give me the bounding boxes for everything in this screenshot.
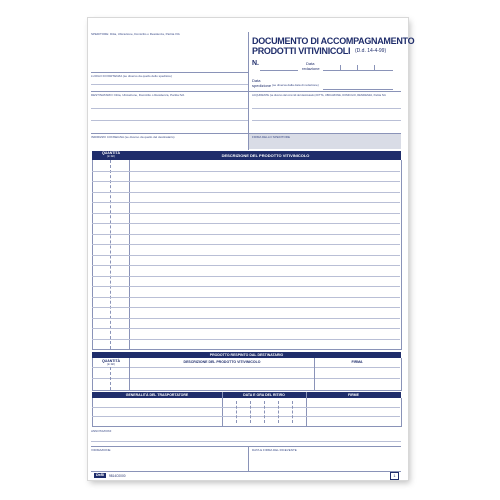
table-row-line — [92, 276, 400, 277]
date-redazione-label2: redazione — [302, 66, 320, 71]
document-title-line1: DOCUMENTO DI ACCOMPAGNAMENTO — [252, 36, 415, 46]
table-row-line — [92, 255, 400, 256]
transport-generalita: GENERALITÀ DEL TRASPORTATORE — [125, 393, 189, 397]
rejected-qty-header: QUANTITÀ — [101, 359, 121, 363]
form-sheet — [88, 18, 415, 480]
shipping-date-note: (se diversa dalla data di redazione) — [272, 83, 319, 87]
qty-sub: (in litri) — [107, 155, 115, 158]
destinatario-label: DESTINATARIO: Ditta, Ubicazione, Domicilio o Residenza, Partita IVA — [91, 93, 185, 97]
transport-firme: FIRME — [348, 393, 359, 397]
date-redazione-field[interactable] — [323, 70, 393, 71]
firma-destinatario-label: DATA E FIRMA DEL RICEVENTE — [252, 448, 297, 452]
page-number: 1 — [390, 472, 399, 480]
desc-header: DESCRIZIONE DEL PRODOTTO VITIVINICOLO — [221, 153, 310, 158]
brand-logo: DeBi — [94, 473, 106, 478]
table-row-line — [92, 234, 400, 235]
rejected-desc-header: DESCRIZIONE DEL PRODOTTO VITIVINICOLO — [183, 360, 261, 364]
table-row-line — [92, 328, 400, 329]
product-code: 9814C0000 — [109, 474, 126, 478]
date-redazione-label: Data — [306, 61, 315, 66]
number-label: N. — [252, 60, 259, 67]
vidimazione-label: VIDIMAZIONE — [91, 448, 111, 452]
shipping-date-label2: spedizione — [252, 83, 272, 88]
table-row-line — [92, 171, 400, 172]
table-row-line — [92, 339, 400, 340]
table-row-line — [92, 318, 400, 319]
table-row-line — [92, 213, 400, 214]
divider — [91, 91, 401, 92]
annotazioni-label: ANNOTAZIONI — [91, 429, 112, 433]
decree-reference: (D.d. 14-4-99) — [355, 48, 387, 54]
table-row-line — [92, 244, 400, 245]
rejected-qty-sub: (in litri) — [107, 363, 115, 366]
table-row-line — [92, 307, 400, 308]
transport-data-ora: DATA E ORA DEL RITIRO — [243, 393, 285, 397]
shipping-date-label: Data — [252, 78, 261, 83]
divider — [91, 471, 401, 472]
divider — [91, 72, 248, 73]
qty-header: QUANTITÀ — [101, 151, 121, 155]
shipping-date-field[interactable] — [323, 89, 393, 90]
luogo-partenza-label: LUOGO DI PARTENZA (se diverso da quello dello speditore) — [91, 74, 172, 78]
table-row-line — [92, 181, 400, 182]
table-row-line — [92, 192, 400, 193]
indirizzo-consegna-label: INDIRIZZO CONSEGNA (se diverso da quello del destinatario) — [91, 135, 175, 139]
table-row-line — [92, 286, 400, 287]
table-row-line — [92, 297, 400, 298]
speditore-label: SPEDITORE: Ditta, Ubicazione, Domicilio o Residenza, Partita IVA — [91, 32, 180, 36]
document-title-line2: PRODOTTI VITIVINICOLI — [252, 46, 351, 56]
divider — [91, 446, 401, 447]
rejected-firma-header: FIRMA — [351, 360, 363, 364]
number-field[interactable] — [260, 70, 298, 71]
table-row-line — [92, 223, 400, 224]
table-row-line — [92, 265, 400, 266]
acquirente-label: ACQUIRENTE (se diverso dal committ del destinatario) DITTA, UBICAZIONE, DOMICILIO, RESIDENZA, Partita IVA — [252, 94, 386, 97]
rejected-band-title: PRODOTTO RESPINTO DAL DESTINATARIO — [209, 353, 284, 357]
firma-speditore-label: FIRMA DELLO SPEDITORE — [252, 135, 290, 139]
table-row-line — [92, 202, 400, 203]
transport-table — [92, 398, 402, 427]
